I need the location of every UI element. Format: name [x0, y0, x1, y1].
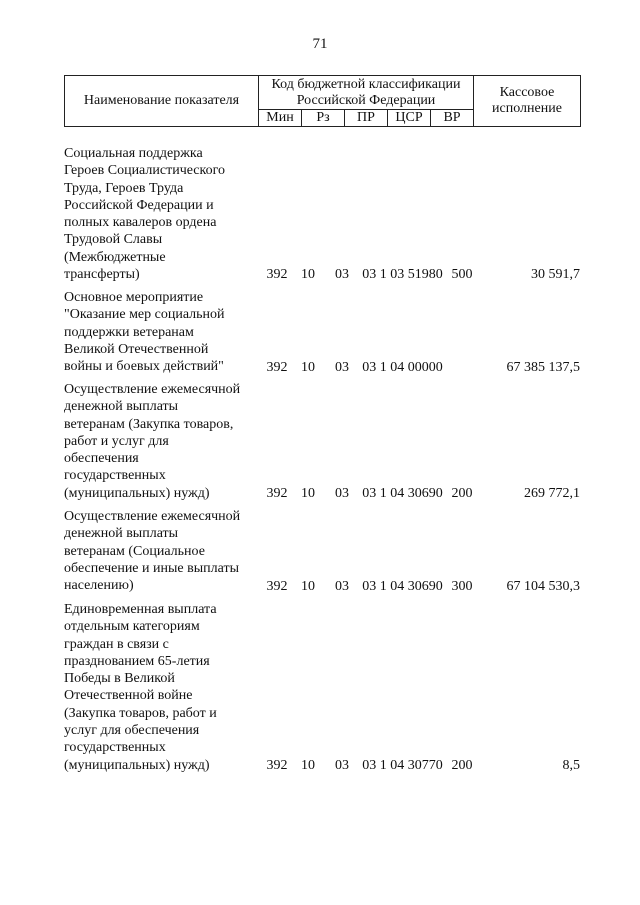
row-vr — [450, 359, 474, 376]
row-pr: 03 — [335, 359, 349, 375]
row-rz: 10 — [301, 359, 315, 375]
row-name-line: войны и боевых действий" — [64, 359, 224, 375]
row-rz: 10 — [301, 757, 315, 773]
row-name-line: (Межбюджетные — [64, 249, 166, 265]
row-vr: 200 — [451, 485, 473, 501]
row-name-line: (Закупка товаров, работ и — [64, 705, 217, 721]
row-name-line: поддержки ветеранам — [64, 324, 194, 340]
row-amount: 30 591,7 — [531, 266, 580, 282]
row-name-line: услуг для обеспечения — [64, 723, 200, 739]
row-name-line: государственных — [64, 468, 166, 484]
row-name — [64, 508, 264, 594]
row-name-line: населению) — [64, 578, 134, 594]
row-name-line: Победы в Великой — [64, 671, 175, 687]
row-name-line: ветеранам (Социальное — [64, 543, 205, 559]
row-name — [64, 601, 264, 774]
row-vr: 300 — [451, 578, 473, 594]
header-cash-line1: Кассовое — [499, 85, 555, 100]
row-amount: 8,5 — [562, 757, 580, 773]
row-name-line: ветеранам (Закупка товаров, — [64, 416, 234, 432]
row-name-line: обеспечение и иные выплаты — [64, 560, 239, 576]
row-min: 392 — [266, 578, 288, 594]
row-name-line: (муниципальных) нужд) — [64, 757, 210, 773]
header-name: Наименование показателя — [83, 93, 240, 108]
header-rz: Рз — [302, 110, 345, 127]
row-name — [64, 289, 264, 375]
row-name-line: Трудовой Славы — [64, 232, 163, 248]
row-name-line: обеспечения — [64, 451, 139, 467]
row-name-line: Социальная поддержка — [64, 146, 203, 161]
row-csr: 03 1 04 30770 — [362, 757, 443, 773]
row-min: 392 — [266, 757, 288, 773]
row-name-line: полных кавалеров ордена — [64, 215, 217, 231]
row-rz: 10 — [301, 266, 315, 282]
table-row — [0, 508, 640, 595]
row-vr: 200 — [451, 757, 473, 773]
row-name-line: Героев Социалистического — [64, 163, 225, 179]
header-code-group-line2: Российской Федерации — [296, 92, 436, 108]
row-name-line: Осуществление ежемесячной — [64, 509, 241, 524]
page-number: 71 — [312, 36, 328, 52]
table-row — [0, 381, 640, 502]
row-name-line: денежной выплаты — [64, 526, 179, 542]
row-name-line: граждан в связи с — [64, 636, 169, 652]
header-code-group-line1: Код бюджетной классификации — [271, 76, 461, 92]
row-vr: 500 — [451, 266, 473, 282]
header-vr: ВР — [431, 110, 474, 127]
row-csr: 03 1 04 30690 — [362, 578, 443, 594]
header-cash-cell — [474, 76, 581, 127]
header-min: Мин — [259, 110, 302, 127]
row-name-line: трансферты) — [64, 267, 140, 283]
row-min: 392 — [266, 359, 288, 375]
row-csr: 03 1 04 30690 — [362, 485, 443, 501]
table-row — [0, 145, 640, 283]
row-min: 392 — [266, 485, 288, 501]
row-pr: 03 — [335, 485, 349, 501]
row-csr: 03 1 04 00000 — [362, 359, 443, 375]
row-name-line: Отечественной войне — [64, 688, 193, 704]
row-name-line: "Оказание мер социальной — [64, 307, 225, 323]
row-name-line: (муниципальных) нужд) — [64, 485, 210, 501]
row-name-line: празднованием 65-летия — [64, 653, 210, 669]
row-name-line: Единовременная выплата — [64, 602, 217, 617]
row-amount: 67 385 137,5 — [506, 359, 580, 375]
row-name-line: работ и услуг для — [64, 433, 169, 449]
row-rz: 10 — [301, 578, 315, 594]
table-row — [0, 289, 640, 376]
row-pr: 03 — [335, 757, 349, 773]
row-rz: 10 — [301, 485, 315, 501]
row-pr: 03 — [335, 266, 349, 282]
row-name-line: Основное мероприятие — [64, 290, 204, 305]
row-name-line: государственных — [64, 740, 166, 756]
row-name-line: Осуществление ежемесячной — [64, 382, 241, 397]
header-name-cell — [65, 76, 259, 127]
row-pr: 03 — [335, 578, 349, 594]
row-min: 392 — [266, 266, 288, 282]
header-code-group — [259, 76, 474, 110]
row-amount: 67 104 530,3 — [506, 578, 580, 594]
row-name-line: Труда, Героев Труда — [64, 180, 184, 196]
row-name — [64, 381, 264, 502]
row-csr: 03 1 03 51980 — [362, 266, 443, 282]
row-name-line: отдельным категориям — [64, 619, 200, 635]
header-csr: ЦСР — [388, 110, 431, 127]
row-name-line: Великой Отечественной — [64, 341, 209, 357]
header-pr: ПР — [345, 110, 388, 127]
table-header — [64, 75, 581, 127]
table-row — [0, 601, 640, 774]
row-amount: 269 772,1 — [524, 485, 580, 501]
row-name-line: денежной выплаты — [64, 399, 179, 415]
header-cash-line2: исполнение — [492, 101, 562, 116]
row-name-line: Российской Федерации и — [64, 197, 214, 213]
row-name — [64, 145, 264, 283]
